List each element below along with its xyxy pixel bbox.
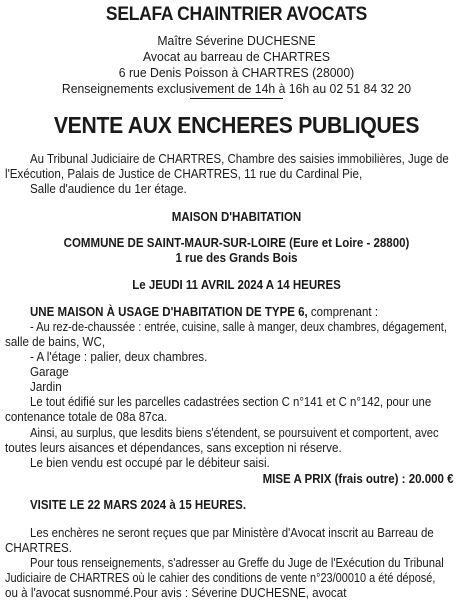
sale-date: Le JEUDI 11 AVRIL 2024 A 14 HEURES bbox=[132, 278, 341, 293]
intro-line-2: l'Exécution, Palais de Justice de CHARTRES, 11 rue du Cardinal Pie, bbox=[5, 167, 363, 182]
lawyer-role: Avocat au barreau de CHARTRES bbox=[142, 49, 331, 64]
closing-line-2: CHARTRES. bbox=[5, 540, 72, 555]
description-line-5: Jardin bbox=[30, 380, 62, 395]
lawyer-name: Maître Séverine DUCHESNE bbox=[157, 33, 316, 48]
starting-price-text: MISE A PRIX (frais outre) : 20.000 € bbox=[262, 471, 453, 486]
intro-line-1: Au Tribunal Judiciaire de CHARTRES, Chambre des saisies immobilières, Juge de bbox=[30, 152, 449, 166]
description-line-7: contenance totale de 08a 87ca. bbox=[5, 410, 168, 425]
description-lead-rest: comprenant : bbox=[307, 304, 379, 319]
description-line-10: Le bien vendu est occupé par le débiteur saisi. bbox=[30, 455, 270, 470]
closing-line-3: Pour tous renseignements, s'adresser au Greffe du Juge de l'Exécution du Tribunal bbox=[30, 555, 444, 570]
description-line-6: Le tout édifié sur les parcelles cadastrées section C n°141 et C n°142, pour une bbox=[30, 395, 432, 410]
notice-title: VENTE AUX ENCHERES PUBLIQUES bbox=[53, 112, 420, 138]
contact-info: Renseignements exclusivement de 14h à 16h au 02 51 84 32 20 bbox=[61, 81, 412, 96]
commune: COMMUNE DE SAINT-MAUR-SUR-LOIRE (Eure et Loire - 28800) bbox=[63, 235, 410, 250]
header-divider bbox=[190, 98, 283, 99]
description-line-2: salle de bains, WC, bbox=[5, 334, 106, 349]
description-line-3: - A l'étage : palier, deux chambres. bbox=[30, 350, 208, 365]
description-lead bbox=[30, 304, 378, 320]
description-lead-bold: UNE MAISON À USAGE D'HABITATION DE TYPE 6, bbox=[30, 304, 308, 319]
visit-date: VISITE LE 22 MARS 2024 à 15 HEURES. bbox=[30, 498, 247, 513]
description-line-9: toutes leurs aisances et dépendances, sans exception ni réserve. bbox=[5, 440, 342, 455]
intro-line-3: Salle d'audience du 1er étage. bbox=[30, 182, 187, 197]
description-line-4: Garage bbox=[30, 365, 69, 380]
description-line-8: Ainsi, au surplus, que lesdits biens s'étendent, se poursuivent et comportent, avec bbox=[30, 425, 439, 440]
lawyer-address: 6 rue Denis Poisson à CHARTRES (28000) bbox=[118, 65, 355, 80]
firm-name: SELAFA CHAINTRIER AVOCATS bbox=[105, 4, 368, 25]
description-line-1: - Au rez-de-chaussée : entrée, cuisine, salle à manger, deux chambres, dégagement, bbox=[30, 319, 447, 334]
closing-line-4: Judiciaire de CHARTRES où le cahier des conditions de vente n°23/00010 a été déposé, bbox=[5, 570, 436, 585]
starting-price bbox=[0, 471, 453, 487]
closing-line-1: Les enchères ne seront reçues que par Ministère d'Avocat inscrit au Barreau de bbox=[30, 525, 434, 540]
property-type: MAISON D'HABITATION bbox=[171, 209, 302, 224]
street-address: 1 rue des Grands Bois bbox=[175, 251, 298, 266]
closing-line-5: ou à l'avocat susnommé.Pour avis : Séverine DUCHESNE, avocat bbox=[5, 585, 347, 600]
